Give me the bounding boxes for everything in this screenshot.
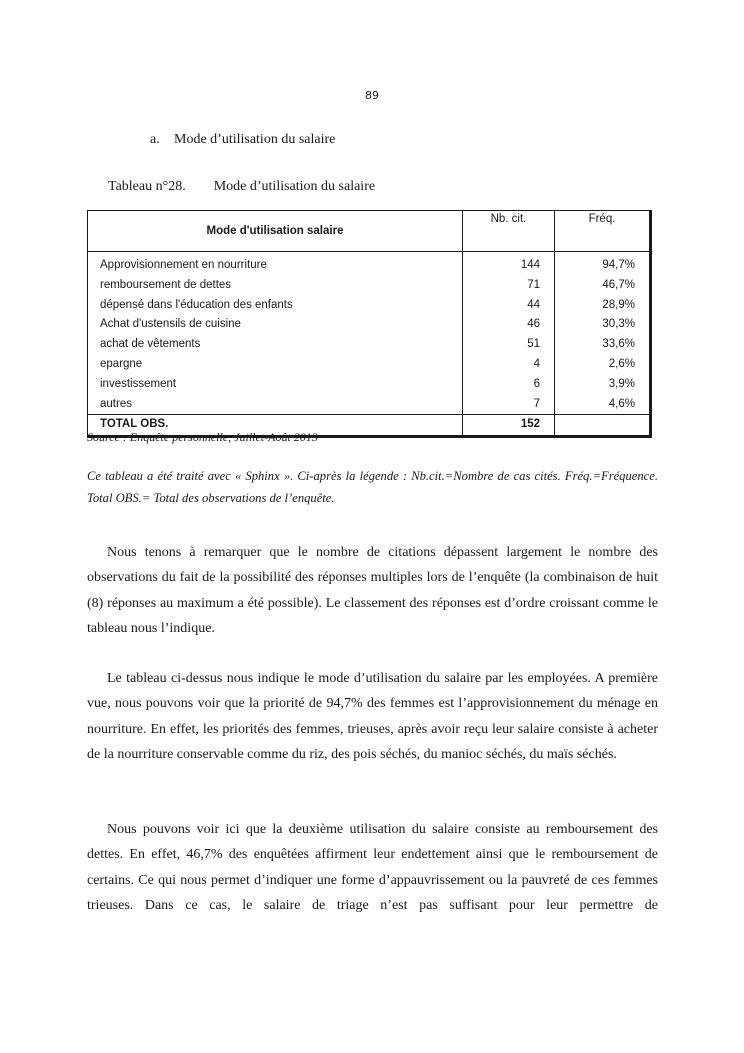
section-title: Mode d’utilisation du salaire (174, 132, 336, 147)
legend-note: Ce tableau a été traité avec « Sphinx ». Ci-après la légende : Nb.cit.=Nombre de cas cités. Fréq.=Fréquence. Total OBS.= Total des observations de l’enquête. (87, 469, 658, 505)
table-row (88, 395, 651, 415)
row-label: investissement (100, 377, 177, 390)
row-label: achat de vêtements (100, 338, 201, 351)
table-caption-title: Mode d’utilisation du salaire (213, 179, 376, 194)
row-freq: 30,3% (555, 315, 651, 335)
total-count: 152 (463, 415, 555, 437)
row-freq: 33,6% (555, 335, 651, 355)
row-count: 144 (463, 252, 555, 276)
row-count: 44 (463, 296, 555, 316)
row-label: epargne (100, 357, 143, 370)
header-freq: Fréq. (555, 211, 651, 252)
body-paragraph: Le tableau ci-dessus nous indique le mode d’utilisation du salaire par les employées. A première vue, nous pouvons voir que la priorité de 94,7% des femmes est l’approvisionnement du ménage en nourriture. En effet, les priorités des femmes, trieuses, après avoir reçu leur salaire consiste à acheter de la nourriture conservable comme du riz, des pois séchés, du manioc séchés, du maïs séchés. (87, 671, 658, 762)
row-count: 7 (463, 395, 555, 415)
total-freq (555, 415, 651, 437)
row-count: 51 (463, 335, 555, 355)
row-count: 46 (463, 315, 555, 335)
header-count: Nb. cit. (463, 211, 555, 252)
section-marker: a. (150, 132, 160, 147)
total-label: TOTAL OBS. (88, 415, 463, 437)
usage-table (87, 210, 652, 438)
row-label: Approvisionnement en nourriture (100, 259, 267, 271)
table-row (88, 276, 651, 296)
header-mode: Mode d'utilisation salaire (88, 211, 463, 252)
row-freq: 2,6% (555, 355, 651, 375)
page-number: 89 (365, 89, 379, 102)
source-note: Source : Enquête personnelle, Juillet-Août 2013 (87, 430, 318, 444)
row-label: dépensé dans l'éducation des enfants (100, 298, 293, 311)
table-header-row (88, 211, 651, 252)
row-label: autres (100, 397, 132, 410)
table-row (88, 355, 651, 375)
table-row (88, 315, 651, 335)
body-paragraph: Nous pouvons voir ici que la deuxième utilisation du salaire consiste au remboursement des dettes. En effet, 46,7% des enquêtées affirment leur endettement ainsi que le remboursement de certains. Ce qui nous permet d’indiquer une forme d’appauvrissement ou la pauvreté de ces femmes trieuses. Dans ce cas, le salaire de triage n’est pas suffisant pour leur permettre de (87, 822, 658, 913)
row-freq: 4,6% (555, 395, 651, 415)
row-count: 71 (463, 276, 555, 296)
row-label: Achat d'ustensils de cuisine (100, 318, 241, 331)
table-caption-label: Tableau n°28. (108, 179, 186, 194)
row-freq: 28,9% (555, 296, 651, 316)
row-count: 4 (463, 355, 555, 375)
table-row (88, 335, 651, 355)
table-row (88, 375, 651, 395)
row-label: remboursement de dettes (100, 278, 232, 291)
row-count: 6 (463, 375, 555, 395)
table-caption (108, 179, 375, 195)
table-row (88, 252, 651, 276)
row-freq: 94,7% (555, 252, 651, 276)
row-freq: 3,9% (555, 375, 651, 395)
body-paragraph: Nous tenons à remarquer que le nombre de citations dépassent largement le nombre des observations du fait de la possibilité des réponses multiples lors de l’enquête (la combinaison de huit (8) réponses au maximum a été possible). Le classement des réponses est d’ordre croissant comme le tableau nous l’indique. (87, 545, 658, 636)
section-heading (150, 132, 335, 148)
table-row (88, 296, 651, 316)
row-freq: 46,7% (555, 276, 651, 296)
